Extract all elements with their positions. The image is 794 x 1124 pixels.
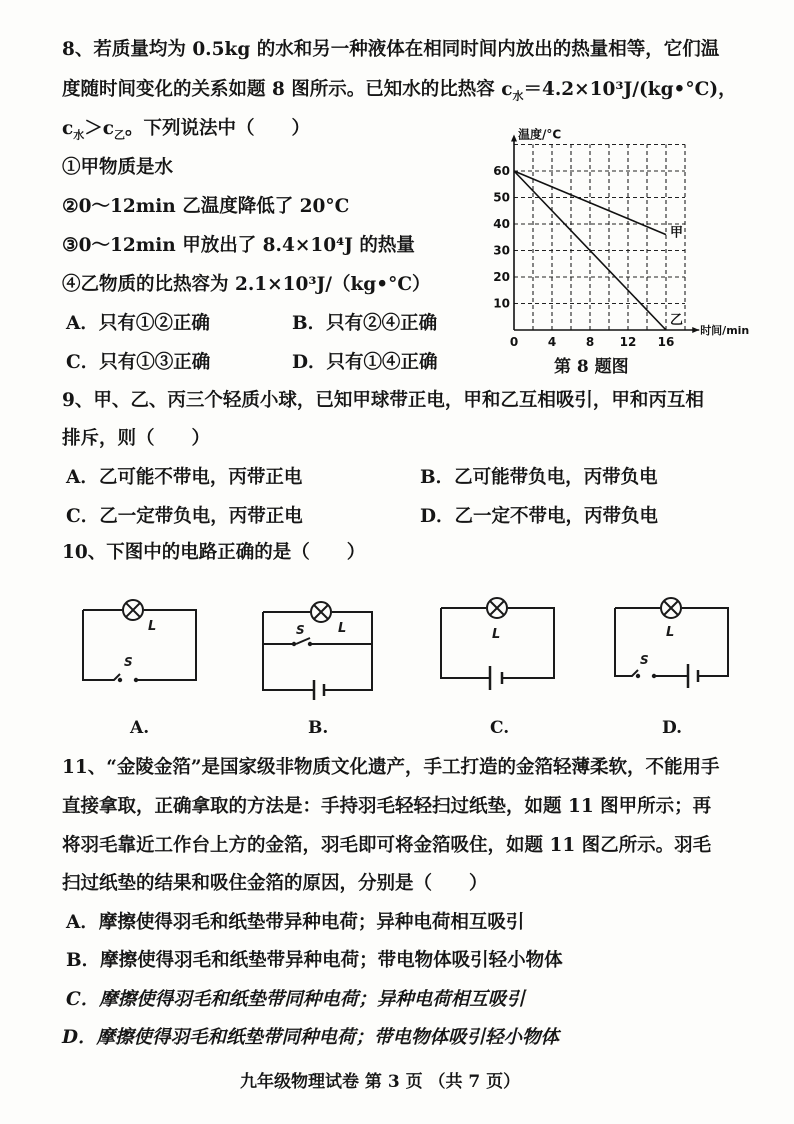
q10-circuit-a (80, 596, 200, 686)
q9-option-a[interactable]: A．乙可能不带电，丙带正电 (66, 467, 303, 488)
lamp-label: L (492, 627, 501, 642)
y-tick-label: 50 (493, 190, 510, 205)
q9-option-b[interactable]: B．乙可能带负电，丙带负电 (420, 467, 658, 488)
q8-statement-4: ④乙物质的比热容为 2.1×10³J/（kg•°C） (62, 274, 431, 295)
y-tick-label: 60 (493, 164, 510, 178)
q11-option-b[interactable]: B．摩擦使得羽毛和纸垫带异种电荷；带电物体吸引轻小物体 (66, 950, 563, 971)
q11-line-2: 直接拿取，正确拿取的方法是：手持羽毛轻轻扫过纸垫，如题 11 图甲所示；再 (62, 796, 712, 817)
q8-option-b[interactable]: B．只有②④正确 (292, 313, 438, 334)
x-axis-label: 时间/min (700, 324, 750, 337)
switch-label: S (124, 655, 133, 669)
y-tick-label: 20 (493, 270, 510, 284)
series-label-1: 甲 (670, 225, 684, 241)
q10-caption-b: B. (308, 718, 329, 738)
series-label-2: 乙 (670, 313, 684, 328)
q11-option-d[interactable]: D．摩擦使得羽毛和纸垫带同种电荷；带电物体吸引轻小物体 (62, 1027, 560, 1048)
q11-line-4: 扫过纸垫的结果和吸住金箔的原因，分别是（ ） (62, 873, 488, 894)
q11-option-a[interactable]: A．摩擦使得羽毛和纸垫带异种电荷；异种电荷相互吸引 (66, 912, 525, 933)
q10-caption-c: C. (490, 718, 510, 738)
q10-circuit-d (612, 592, 732, 688)
q8-line-1: 8、若质量均为 0.5kg 的水和另一种液体在相同时间内放出的热量相等，它们温 (62, 39, 720, 60)
q9-option-d[interactable]: D．乙一定不带电，丙带负电 (420, 506, 659, 527)
q8-statement-2: ②0～12min 乙温度降低了 20°C (62, 196, 350, 217)
q10-circuit-b (258, 596, 378, 696)
lamp-label: L (148, 619, 157, 634)
y-tick-label: 10 (493, 296, 510, 311)
y-axis-arrow (511, 135, 517, 142)
x-tick-label: 4 (547, 335, 557, 349)
switch-label: S (296, 623, 305, 637)
q8-option-c[interactable]: C．只有①③正确 (66, 352, 211, 373)
x-tick-label: 8 (585, 335, 595, 349)
q10-caption-d: D. (662, 718, 683, 738)
q8-line-3: $c_水>c_乙$。下列说法中（ ） (62, 118, 311, 142)
x-axis-arrow (692, 327, 699, 333)
lamp-label: L (666, 625, 675, 640)
y-tick-label: 30 (493, 243, 510, 258)
q8-statement-3: ③0～12min 甲放出了 8.4×10⁴J 的热量 (62, 235, 415, 256)
q8-line-2: 度随时间变化的关系如题 8 图所示。已知水的比热容 $c_水=4.2\times 10^3J/(kg•^\circ C)$， (62, 79, 737, 103)
q10-line-1: 10、下图中的电路正确的是（ ） (62, 542, 366, 563)
x-tick-label: 0 (509, 335, 519, 349)
x-tick-label: 12 (619, 335, 637, 349)
q8-statement-1: ①甲物质是水 (62, 157, 174, 178)
q8-option-a[interactable]: A．只有①②正确 (66, 313, 210, 334)
q11-line-1: 11、“金陵金箔”是国家级非物质文化遗产，手工打造的金箔轻薄柔软，不能用手 (62, 757, 720, 778)
y-axis-label: 温度/°C (518, 127, 562, 142)
x-tick-label: 16 (657, 335, 675, 349)
q10-caption-a: A. (130, 718, 150, 738)
q11-line-3: 将羽毛靠近工作台上方的金箔，羽毛即可将金箔吸住，如题 11 图乙所示。羽毛 (62, 835, 712, 856)
switch-label: S (640, 653, 649, 667)
page-footer: 九年级物理试卷 第 3 页 （共 7 页） (240, 1072, 521, 1092)
q9-option-c[interactable]: C．乙一定带负电，丙带正电 (66, 506, 303, 527)
q9-line-1: 9、甲、乙、丙三个轻质小球，已知甲球带正电，甲和乙互相吸引，甲和丙互相 (62, 390, 704, 411)
lamp-label: L (338, 621, 347, 636)
q8-temperature-time-chart (490, 127, 750, 350)
q11-option-c[interactable]: C．摩擦使得羽毛和纸垫带同种电荷；异种电荷相互吸引 (66, 989, 525, 1010)
y-tick-label: 40 (493, 217, 510, 231)
q8-option-d[interactable]: D．只有①④正确 (292, 352, 438, 373)
q8-figure-caption: 第 8 题图 (554, 357, 629, 377)
q10-circuit-c (438, 592, 558, 688)
q9-line-2: 排斥，则（ ） (62, 428, 211, 449)
